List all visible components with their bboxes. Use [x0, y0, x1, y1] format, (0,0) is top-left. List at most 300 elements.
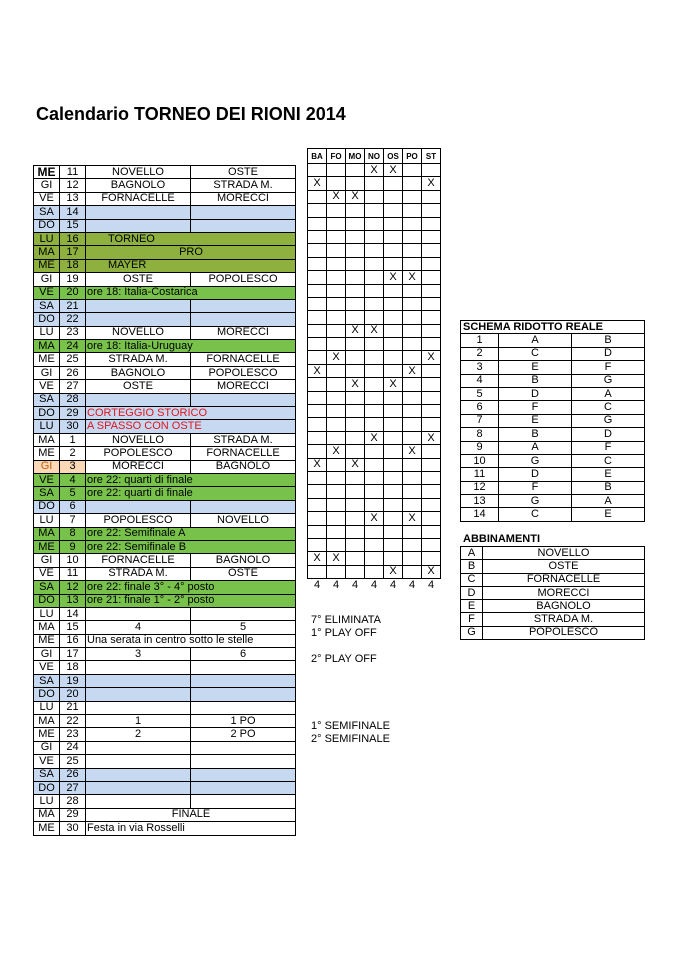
date-cell: 19	[60, 273, 86, 286]
team-letter: G	[572, 374, 645, 387]
date-cell: 11	[60, 166, 86, 179]
team-b-cell: BAGNOLO	[191, 460, 296, 473]
team-letter: D	[461, 586, 483, 599]
weekday-cell: DO	[34, 407, 60, 420]
weekday-cell: GI	[34, 460, 60, 473]
match-mark	[308, 244, 327, 257]
match-mark	[403, 164, 422, 177]
match-mark	[384, 230, 403, 243]
team-letter: A	[572, 387, 645, 400]
match-mark	[384, 257, 403, 270]
calendar-table	[33, 165, 296, 836]
weekday-cell: SA	[34, 674, 60, 687]
date-cell: 21	[60, 701, 86, 714]
date-cell: 26	[60, 366, 86, 379]
team-letter: D	[499, 387, 572, 400]
team-a-cell	[86, 768, 191, 781]
calendar-row	[34, 259, 296, 272]
weekday-cell: MA	[34, 246, 60, 259]
team-letter: C	[572, 454, 645, 467]
match-mark	[384, 485, 403, 498]
round-number: 2	[461, 347, 499, 360]
weekday-cell: LU	[34, 326, 60, 339]
match-mark	[422, 418, 441, 431]
date-cell: 23	[60, 326, 86, 339]
match-mark	[346, 512, 365, 525]
date-cell: 30	[60, 822, 86, 835]
match-mark	[422, 525, 441, 538]
match-mark	[403, 405, 422, 418]
team-a-cell: POPOLESCO	[86, 447, 191, 460]
grid-row	[308, 405, 441, 418]
match-mark	[403, 324, 422, 337]
match-mark	[327, 525, 346, 538]
team-code-header: BA	[308, 149, 327, 164]
grid-row	[308, 538, 441, 551]
match-mark: X	[327, 552, 346, 565]
match-mark	[422, 498, 441, 511]
match-mark	[403, 485, 422, 498]
weekday-cell: GI	[34, 648, 60, 661]
weekday-cell: ME	[34, 166, 60, 179]
team-b-cell	[191, 781, 296, 794]
grid-row	[308, 552, 441, 565]
calendar-row	[34, 594, 296, 607]
match-mark	[346, 445, 365, 458]
match-mark	[365, 485, 384, 498]
team-letter: C	[499, 508, 572, 521]
match-mark	[384, 538, 403, 551]
match-mark	[422, 244, 441, 257]
round-number: 10	[461, 454, 499, 467]
calendar-row	[34, 380, 296, 393]
team-a-cell: BAGNOLO	[86, 179, 191, 192]
match-mark	[346, 164, 365, 177]
grid-row	[308, 297, 441, 310]
match-mark	[308, 378, 327, 391]
team-b-cell: POPOLESCO	[191, 366, 296, 379]
match-mark	[327, 565, 346, 578]
date-cell: 14	[60, 206, 86, 219]
date-cell: 6	[60, 500, 86, 513]
side-note: 1° SEMIFINALE	[311, 720, 390, 732]
weekday-cell: SA	[34, 206, 60, 219]
match-mark	[327, 378, 346, 391]
match-mark	[403, 552, 422, 565]
date-cell: 1	[60, 433, 86, 446]
team-b-cell	[191, 674, 296, 687]
calendar-row	[34, 567, 296, 580]
team-b-cell: FORNACELLE	[191, 353, 296, 366]
abbinamenti-row	[461, 560, 645, 573]
match-mark	[403, 538, 422, 551]
calendar-row	[34, 822, 296, 835]
team-b-cell	[191, 688, 296, 701]
round-number: 1	[461, 334, 499, 347]
team-letter: B	[572, 334, 645, 347]
grid-row	[308, 284, 441, 297]
date-cell: 20	[60, 688, 86, 701]
match-mark	[384, 552, 403, 565]
match-mark	[384, 512, 403, 525]
team-letter: D	[499, 468, 572, 481]
team-b-cell	[191, 741, 296, 754]
abbinamenti-row	[461, 547, 645, 560]
match-mark	[327, 271, 346, 284]
team-letter: E	[499, 361, 572, 374]
grid-row	[308, 364, 441, 377]
match-mark: X	[365, 431, 384, 444]
grid-row	[308, 338, 441, 351]
calendar-row	[34, 179, 296, 192]
match-mark	[403, 297, 422, 310]
team-match-grid	[307, 148, 441, 592]
calendar-row	[34, 781, 296, 794]
calendar-row	[34, 634, 296, 647]
team-b-cell: NOVELLO	[191, 514, 296, 527]
weekday-cell: GI	[34, 273, 60, 286]
date-cell: 5	[60, 487, 86, 500]
team-name: MORECCI	[483, 586, 645, 599]
team-b-cell	[191, 755, 296, 768]
match-mark	[422, 458, 441, 471]
match-mark	[346, 244, 365, 257]
abbinamenti-row	[461, 586, 645, 599]
weekday-cell: VE	[34, 567, 60, 580]
team-a-cell	[86, 688, 191, 701]
team-b-cell: BAGNOLO	[191, 554, 296, 567]
team-b-cell	[191, 795, 296, 808]
weekday-cell: ME	[34, 447, 60, 460]
team-b-cell: POPOLESCO	[191, 273, 296, 286]
match-mark	[384, 324, 403, 337]
match-mark	[422, 324, 441, 337]
match-mark	[346, 204, 365, 217]
calendar-row	[34, 768, 296, 781]
team-b-cell	[191, 206, 296, 219]
schema-row	[461, 508, 645, 521]
grid-row	[308, 204, 441, 217]
calendar-row	[34, 795, 296, 808]
team-b-cell	[191, 313, 296, 326]
match-mark	[308, 512, 327, 525]
round-number: 13	[461, 495, 499, 508]
match-mark	[422, 297, 441, 310]
match-mark	[384, 418, 403, 431]
grid-row	[308, 177, 441, 190]
side-note: 2° PLAY OFF	[311, 653, 377, 665]
calendar-row	[34, 192, 296, 205]
match-mark	[403, 458, 422, 471]
match-mark	[327, 338, 346, 351]
date-cell: 15	[60, 219, 86, 232]
match-mark	[365, 498, 384, 511]
match-mark	[346, 257, 365, 270]
event-note: ore 21: finale 1° - 2° posto	[86, 594, 296, 607]
schema-row	[461, 401, 645, 414]
date-cell: 9	[60, 540, 86, 553]
calendar-row	[34, 688, 296, 701]
team-letter: F	[572, 441, 645, 454]
team-letter: F	[572, 361, 645, 374]
calendar-row	[34, 648, 296, 661]
match-mark	[308, 297, 327, 310]
grid-row	[308, 271, 441, 284]
team-b-cell	[191, 768, 296, 781]
team-a-cell: OSTE	[86, 273, 191, 286]
match-mark	[308, 498, 327, 511]
match-mark	[327, 230, 346, 243]
date-cell: 13	[60, 594, 86, 607]
round-number: 4	[461, 374, 499, 387]
match-mark	[308, 431, 327, 444]
abbinamenti-table	[460, 546, 645, 640]
match-mark	[346, 565, 365, 578]
match-mark	[403, 431, 422, 444]
match-mark	[384, 405, 403, 418]
date-cell: 10	[60, 554, 86, 567]
match-mark	[403, 418, 422, 431]
weekday-cell: GI	[34, 366, 60, 379]
weekday-cell: SA	[34, 393, 60, 406]
team-b-cell: 2 PO	[191, 728, 296, 741]
match-mark	[346, 230, 365, 243]
team-b-cell: MORECCI	[191, 380, 296, 393]
weekday-cell: DO	[34, 219, 60, 232]
weekday-cell: ME	[34, 540, 60, 553]
match-mark	[346, 498, 365, 511]
match-mark	[384, 431, 403, 444]
grid-row	[308, 431, 441, 444]
match-mark	[327, 405, 346, 418]
match-mark	[308, 204, 327, 217]
grid-row	[308, 525, 441, 538]
team-code-header: NO	[365, 149, 384, 164]
calendar-row	[34, 715, 296, 728]
match-mark	[422, 485, 441, 498]
date-cell: 4	[60, 473, 86, 486]
calendar-row	[34, 808, 296, 821]
match-mark	[422, 538, 441, 551]
schema-row	[461, 481, 645, 494]
round-number: 8	[461, 428, 499, 441]
team-letter: B	[461, 560, 483, 573]
match-mark	[346, 405, 365, 418]
match-mark	[365, 445, 384, 458]
team-letter: G	[572, 414, 645, 427]
team-letter: F	[499, 481, 572, 494]
match-mark	[308, 565, 327, 578]
team-letter: F	[461, 613, 483, 626]
team-b-cell: FORNACELLE	[191, 447, 296, 460]
team-letter: B	[499, 374, 572, 387]
grid-totals-row	[308, 579, 441, 592]
team-a-cell	[86, 219, 191, 232]
match-mark	[403, 471, 422, 484]
match-mark: X	[365, 512, 384, 525]
team-code-header: OS	[384, 149, 403, 164]
date-cell: 23	[60, 728, 86, 741]
weekday-cell: GI	[34, 741, 60, 754]
team-b-cell	[191, 299, 296, 312]
match-mark	[365, 552, 384, 565]
match-mark: X	[308, 364, 327, 377]
match-mark	[308, 525, 327, 538]
match-mark	[403, 217, 422, 230]
team-a-cell	[86, 701, 191, 714]
team-a-cell: STRADA M.	[86, 353, 191, 366]
team-code-header: MO	[346, 149, 365, 164]
team-a-cell: FORNACELLE	[86, 554, 191, 567]
grid-row	[308, 190, 441, 203]
match-mark	[422, 405, 441, 418]
schema-row	[461, 347, 645, 360]
match-mark	[327, 217, 346, 230]
team-a-cell: 1	[86, 715, 191, 728]
match-mark	[365, 418, 384, 431]
match-mark	[403, 204, 422, 217]
match-mark	[365, 190, 384, 203]
match-mark	[422, 230, 441, 243]
weekday-cell: ME	[34, 822, 60, 835]
match-mark	[365, 284, 384, 297]
match-mark	[384, 471, 403, 484]
match-mark	[422, 311, 441, 324]
match-mark	[384, 204, 403, 217]
match-mark	[422, 217, 441, 230]
calendar-row	[34, 527, 296, 540]
match-mark	[346, 297, 365, 310]
match-mark	[308, 230, 327, 243]
calendar-row	[34, 447, 296, 460]
date-cell: 29	[60, 407, 86, 420]
team-b-cell: OSTE	[191, 166, 296, 179]
date-cell: 30	[60, 420, 86, 433]
event-note: Festa in via Rosselli	[86, 822, 296, 835]
calendar-row	[34, 420, 296, 433]
team-code-header: FO	[327, 149, 346, 164]
grid-row	[308, 391, 441, 404]
grid-row	[308, 244, 441, 257]
calendar-row	[34, 313, 296, 326]
match-total: 4	[370, 578, 378, 591]
weekday-cell: VE	[34, 755, 60, 768]
schema-title: SCHEMA RIDOTTO REALE	[461, 321, 645, 334]
team-a-cell: BAGNOLO	[86, 366, 191, 379]
match-mark	[365, 458, 384, 471]
match-mark	[308, 538, 327, 551]
team-b-cell	[191, 393, 296, 406]
team-letter: C	[572, 401, 645, 414]
match-mark	[384, 391, 403, 404]
team-a-cell	[86, 661, 191, 674]
match-mark	[308, 418, 327, 431]
match-mark	[403, 311, 422, 324]
calendar-row	[34, 741, 296, 754]
match-mark: X	[403, 512, 422, 525]
match-mark	[365, 257, 384, 270]
event-note: FINALE	[86, 808, 296, 821]
weekday-cell: MA	[34, 808, 60, 821]
event-note: PRO	[86, 246, 296, 259]
calendar-row	[34, 540, 296, 553]
match-mark	[403, 525, 422, 538]
match-mark	[346, 177, 365, 190]
match-mark: X	[384, 164, 403, 177]
calendar-row	[34, 433, 296, 446]
match-mark	[327, 418, 346, 431]
match-mark	[327, 458, 346, 471]
match-mark	[346, 418, 365, 431]
schema-row	[461, 428, 645, 441]
team-letter: E	[572, 508, 645, 521]
team-b-cell	[191, 500, 296, 513]
calendar-row	[34, 206, 296, 219]
grid-header-row	[308, 149, 441, 164]
team-a-cell: POPOLESCO	[86, 514, 191, 527]
match-mark: X	[308, 177, 327, 190]
match-mark	[384, 297, 403, 310]
weekday-cell: MA	[34, 527, 60, 540]
match-mark	[422, 284, 441, 297]
calendar-row	[34, 661, 296, 674]
match-mark	[403, 351, 422, 364]
team-letter: D	[572, 347, 645, 360]
team-letter: G	[461, 626, 483, 639]
match-mark	[422, 204, 441, 217]
match-mark	[422, 445, 441, 458]
team-a-cell: STRADA M.	[86, 567, 191, 580]
match-mark	[346, 431, 365, 444]
weekday-cell: VE	[34, 473, 60, 486]
team-a-cell	[86, 674, 191, 687]
date-cell: 25	[60, 755, 86, 768]
match-mark	[308, 405, 327, 418]
match-mark	[365, 391, 384, 404]
calendar-row	[34, 554, 296, 567]
match-mark	[403, 284, 422, 297]
match-mark	[327, 257, 346, 270]
weekday-cell: SA	[34, 581, 60, 594]
date-cell: 19	[60, 674, 86, 687]
match-mark	[346, 538, 365, 551]
team-b-cell: 5	[191, 621, 296, 634]
weekday-cell: VE	[34, 380, 60, 393]
schema-ridotto-table	[460, 320, 645, 522]
match-mark	[327, 512, 346, 525]
match-mark	[365, 338, 384, 351]
match-mark	[327, 204, 346, 217]
date-cell: 12	[60, 179, 86, 192]
match-mark	[308, 217, 327, 230]
date-cell: 11	[60, 567, 86, 580]
weekday-cell: DO	[34, 313, 60, 326]
team-a-cell: NOVELLO	[86, 166, 191, 179]
side-note: 7° ELIMINATA	[311, 614, 382, 626]
weekday-cell: GI	[34, 179, 60, 192]
weekday-cell: DO	[34, 688, 60, 701]
match-mark: X	[346, 378, 365, 391]
weekday-cell: MA	[34, 715, 60, 728]
weekday-cell: DO	[34, 500, 60, 513]
schema-row	[461, 361, 645, 374]
weekday-cell: MA	[34, 340, 60, 353]
weekday-cell: SA	[34, 768, 60, 781]
event-note: ore 22: Semifinale A	[86, 527, 296, 540]
match-mark	[365, 177, 384, 190]
schema-row	[461, 468, 645, 481]
round-number: 14	[461, 508, 499, 521]
